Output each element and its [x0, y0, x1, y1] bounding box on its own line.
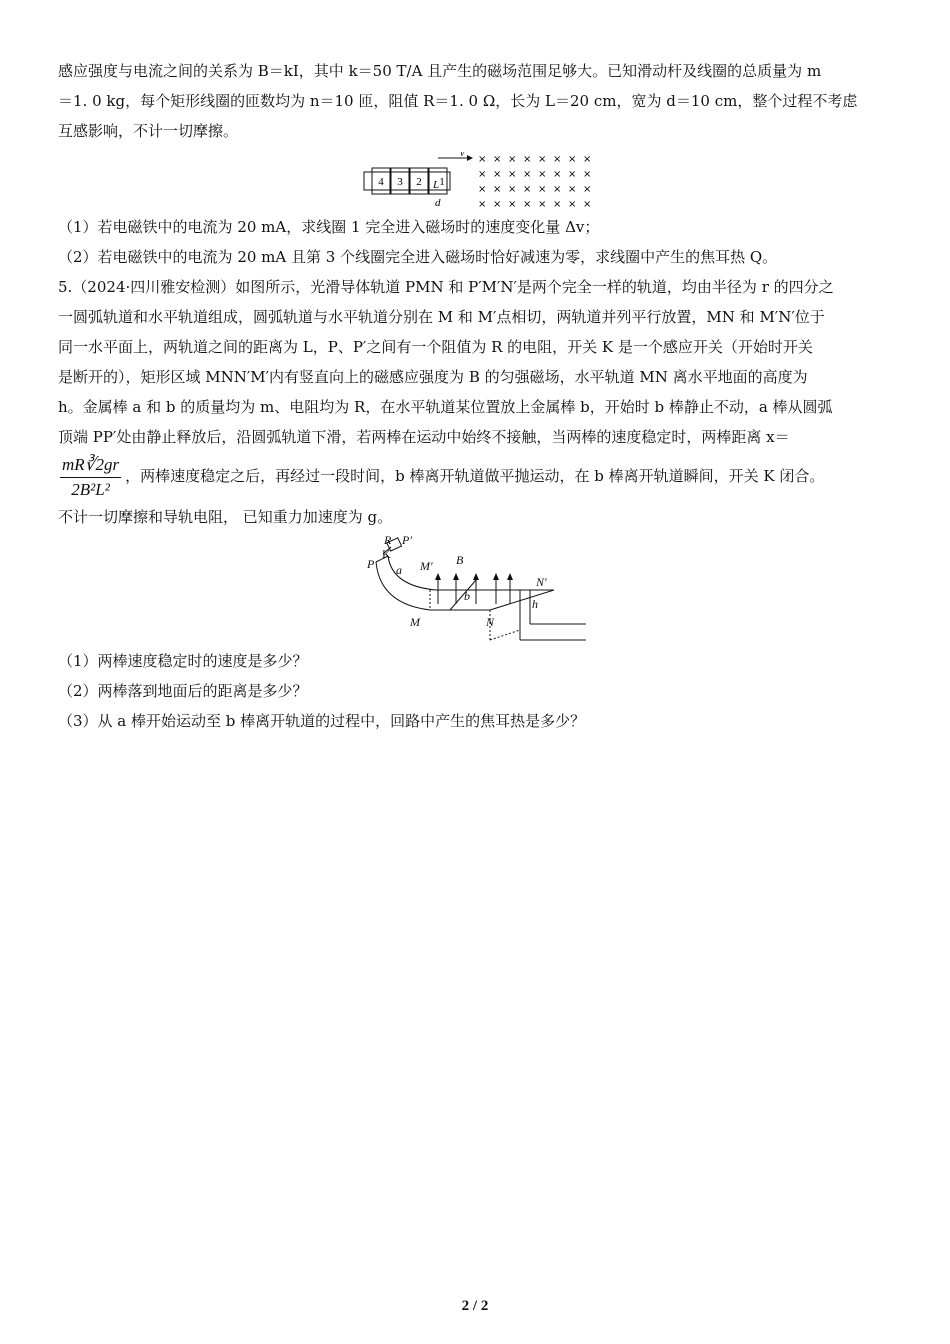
x-fraction: [60, 453, 121, 502]
field-cross: ×: [583, 199, 592, 210]
x-fraction-denominator: 2B²L²: [71, 479, 110, 499]
label-d: d: [435, 197, 441, 209]
label-b: b: [464, 588, 470, 603]
field-cross: ×: [478, 199, 487, 210]
label-N: N: [486, 614, 495, 629]
p5-line5: h。金属棒 a 和 b 的质量均为 m、电阻均为 R，在水平轨道某位置放上金属棒 b，开始时 b 棒静止不动，a 棒从圆弧: [58, 398, 833, 416]
field-cross: ×: [568, 169, 577, 180]
field-cross: ×: [568, 199, 577, 210]
p4-question1: （1）若电磁铁中的电流为 20 mA，求线圈 1 完全进入磁场时的速度变化量 Δv；: [58, 218, 600, 236]
p5-line2: 一圆弧轨道和水平轨道组成，圆弧轨道与水平轨道分别在 M 和 M′点相切，两轨道并列平行放置，MN 和 M′N′位于: [58, 308, 825, 326]
p5-line7: [56, 452, 894, 502]
label-P-prime: P′: [402, 533, 412, 547]
page-content: [58, 56, 894, 736]
p5-line6: 顶端 PP′处由静止释放后，沿圆弧轨道下滑，若两棒在运动中始终不接触，当两棒的速度稳定时，两棒距离 x＝: [58, 428, 790, 446]
x-fraction-numerator: mR∛2gr: [60, 453, 121, 478]
p4-question2: （2）若电磁铁中的电流为 20 mA 且第 3 个线圈完全进入磁场时恰好减速为零，求线圈中产生的焦耳热 Q。: [58, 248, 778, 266]
magnetic-field-grid: [478, 154, 591, 210]
p5-question2: （2）两棒落到地面后的距离是多少？: [58, 681, 308, 700]
p5-question1: （1）两棒速度稳定时的速度是多少？: [58, 651, 308, 670]
coil-diagram: [58, 152, 894, 212]
field-cross: ×: [568, 184, 577, 195]
field-cross: ×: [493, 154, 502, 165]
field-cross: ×: [478, 154, 487, 165]
label-M-prime: M′: [420, 558, 433, 573]
coil-label-3: 3: [397, 176, 403, 188]
label-B: B: [456, 552, 464, 567]
field-cross: ×: [553, 199, 562, 210]
p4-intro-line3: 互感影响，不计一切摩擦。: [58, 122, 239, 140]
field-cross: ×: [583, 154, 592, 165]
label-v: v: [460, 152, 465, 159]
p4-intro-line2: ＝1. 0 kg，每个矩形线圈的匝数均为 n＝10 匝，阻值 R＝1. 0 Ω，长为 L＝20 cm，宽为 d＝10 cm，整个过程不考虑: [58, 92, 858, 110]
label-h: h: [532, 596, 538, 611]
p5-question3: （3）从 a 棒开始运动至 b 棒离开轨道的过程中，回路中产生的焦耳热是多少？: [58, 711, 586, 730]
field-cross: ×: [523, 169, 532, 180]
coil-label-2: 2: [416, 176, 422, 188]
coil-label-1: 1: [439, 176, 445, 188]
rail-N-end: [490, 590, 554, 610]
field-cross: ×: [583, 169, 592, 180]
field-cross: ×: [523, 184, 532, 195]
rail-figure: [58, 534, 894, 646]
rail-diagram: [58, 534, 894, 646]
p5-line3: 同一水平面上，两轨道之间的距离为 L，P、P′之间有一个阻值为 R 的电阻，开关 K 是一个感应开关（开始时开关: [58, 338, 813, 356]
coil-figure: [58, 152, 894, 212]
field-cross: ×: [508, 169, 517, 180]
field-cross: ×: [508, 154, 517, 165]
field-cross: ×: [538, 184, 547, 195]
field-cross: ×: [583, 184, 592, 195]
field-arrowhead: [473, 573, 479, 580]
field-cross: ×: [523, 199, 532, 210]
field-cross: ×: [553, 169, 562, 180]
field-cross: ×: [568, 154, 577, 165]
label-K: K: [382, 546, 391, 561]
label-P: P: [367, 556, 375, 571]
field-cross: ×: [493, 184, 502, 195]
p4-intro-line1: 感应强度与电流之间的关系为 B＝kI，其中 k＝50 T/A 且产生的磁场范围足够大。已知滑动杆及线圈的总质量为 m: [58, 62, 822, 80]
label-R: R: [384, 533, 392, 547]
field-cross: ×: [508, 199, 517, 210]
p5-line8: 不计一切摩擦和导轨电阻， 已知重力加速度为 g。: [58, 507, 393, 526]
p5-line7-rest: ，两棒速度稳定之后，再经过一段时间，b 棒离开轨道做平抛运动，在 b 棒离开轨道瞬间，开关 K 闭合。: [125, 467, 825, 485]
field-arrowhead: [435, 573, 441, 580]
label-N-prime: N′: [536, 574, 547, 589]
field-cross: ×: [538, 199, 547, 210]
base-dashed: [490, 630, 520, 640]
field-arrowhead: [453, 573, 459, 580]
field-cross: ×: [553, 184, 562, 195]
velocity-arrowhead: [467, 155, 473, 161]
field-arrows: [435, 573, 513, 604]
label-M: M: [410, 614, 420, 629]
p5-line1: 5.（2024·四川雅安检测）如图所示，光滑导体轨道 PMN 和 P′M′N′是两个完全一样的轨道，均由半径为 r 的四分之: [58, 278, 834, 296]
field-cross: ×: [478, 169, 487, 180]
field-arrowhead: [507, 573, 513, 580]
field-arrowhead: [493, 573, 499, 580]
field-cross: ×: [478, 184, 487, 195]
label-L: L: [433, 179, 440, 191]
page-number: 2 / 2: [461, 1298, 489, 1314]
field-cross: ×: [538, 154, 547, 165]
field-cross: ×: [553, 154, 562, 165]
field-cross: ×: [538, 169, 547, 180]
field-cross: ×: [508, 184, 517, 195]
field-cross: ×: [493, 169, 502, 180]
coil-label-4: 4: [378, 176, 384, 188]
field-cross: ×: [523, 154, 532, 165]
field-cross: ×: [493, 199, 502, 210]
label-a: a: [396, 562, 402, 577]
p5-line4: 是断开的），矩形区域 MNN′M′内有竖直向上的磁感应强度为 B 的匀强磁场，水平轨道 MN 离水平地面的高度为: [58, 368, 808, 386]
bar-b: [450, 580, 476, 610]
